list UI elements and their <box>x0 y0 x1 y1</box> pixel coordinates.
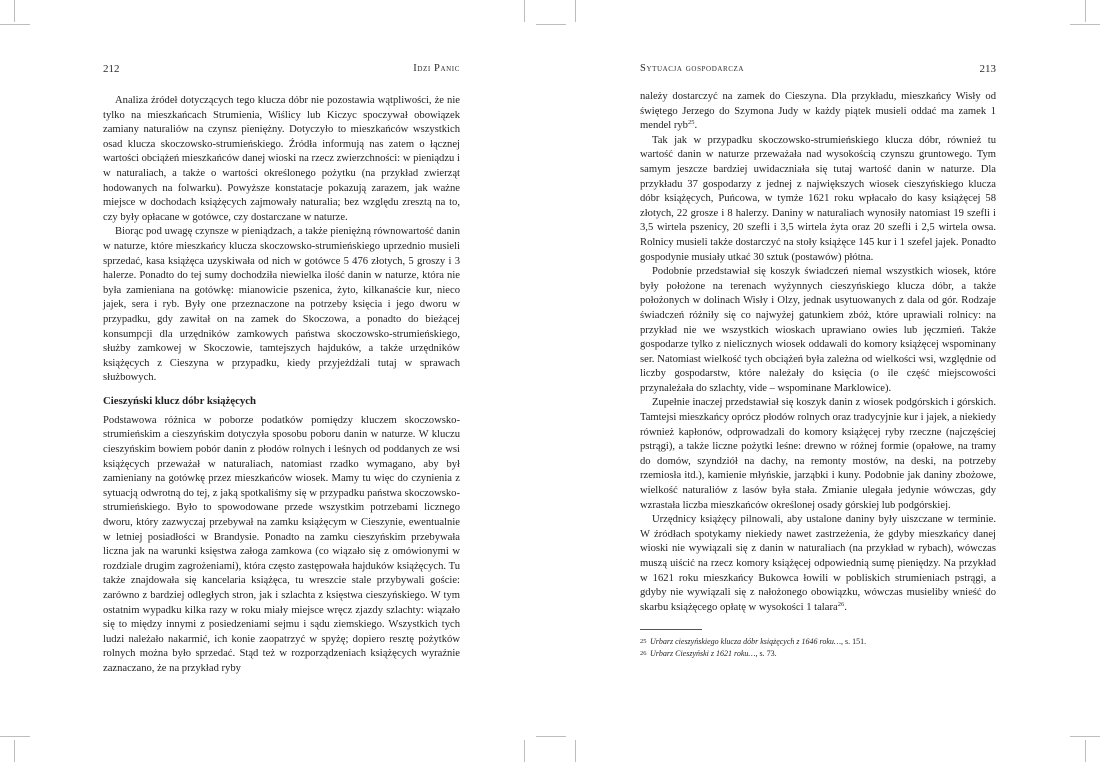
crop-mark <box>14 0 15 22</box>
footnote <box>640 648 996 660</box>
paragraph-end: . <box>844 601 847 613</box>
footnote-number: 26 <box>640 650 647 658</box>
paragraph <box>640 513 996 615</box>
footnote-number: 25 <box>640 638 647 646</box>
running-title: Idzi Panic <box>413 63 460 74</box>
footnote-source-title: Urbarz Cieszyński z 1621 roku… <box>650 649 756 659</box>
running-head <box>103 60 460 78</box>
paragraph: Tak jak w przypadku skoczowsko-strumieńskiego klucza dóbr, również tu wartość danin w naturze przeważała nad wysokością czynszu gruntowego. Tym samym jeszcze bardziej uwidaczniała się tutaj wartość danin w naturze. Dla przykładu 37 gospodarzy z jednej z największych wiosek cieszyńskiego klucza dóbr książęcych, Puńcowa, w tymże 1621 roku wpłacało do kasy książęcej 58 złotych, 22 grosze i 8 halerzy. Daniny w naturaliach wynosiły natomiast 19 szefli i 3,5 wirtela pszenicy, 20 szefli i 3,5 wirtela żyta oraz 20 szefli i 2,5 wirtela owsa. Rolnicy musieli także dostarczyć na stoły książęce 145 kur i 1 szefel jajek. Ponadto gospodynie musiały utkać 30 sztuk (postawów) płótna. <box>640 134 996 263</box>
footnote-page-ref: , s. 151. <box>841 637 867 647</box>
paragraph: Biorąc pod uwagę czynsze w pieniądzach, a także pieniężną równowartość danin w naturze, które mieszkańcy klucza skoczowsko-strumieńskiego uprzednio musieli sprzedać, kasa książęca uzyskiwała od nich w gotówce 5 476 złotych, 5 groszy i 3 halerze. Ponadto do tej sumy dochodziła niewielka ilość danin w naturze, która nie była zamieniana na gotówkę: mianowicie pszenica, żyto, kilkanaście kur, nieco jajek, sera i ryb. Były one przeznaczone na potrzeby księcia i jego dworu w przypadku, gdy zawitał on na zamek do Skoczowa, a ponadto do bieżącej konsumpcji dla urzędników zamkowych państwa skoczowsko-strumieńskiego, służby zamkowej w Skoczowie, tamtejszych hajduków, a także urzędników książęcych z Cieszyna w przypadku, kiedy przyjeżdżali tutaj w sprawach służbowych. <box>103 226 460 384</box>
crop-mark <box>14 740 15 762</box>
paragraph-text: Urzędnicy książęcy pilnowali, aby ustalone daniny były uiszczane w terminie. W źródłach spotykamy niekiedy nawet zastrzeżenia, że gdyby mieszkańcy danej wioski nie wywiązali się z danin w naturaliach (na przykład w rybach), wówczas muszą uiścić na rzecz komory książęcej odpowiednią sumę pieniędzy. Na przykład w 1621 roku mieszkańcy Bukowca łowili w pobliskich strumieniach pstrągi, a gdyby nie wywiązali się z nałożonego obowiązku, wówczas musieliby wnieść do skarbu książęcego opłatę w wysokości 1 talara <box>640 514 996 613</box>
footnote-ref[interactable]: 25 <box>687 119 695 127</box>
page-number: 213 <box>979 63 996 75</box>
crop-mark <box>0 24 30 25</box>
footnote-page-ref: , s. 73. <box>755 649 777 659</box>
footnotes <box>640 636 996 660</box>
left-page <box>103 60 460 677</box>
body-text <box>103 94 460 677</box>
footnote-ref[interactable]: 26 <box>837 600 845 608</box>
crop-mark <box>1085 740 1086 762</box>
footnote-divider <box>640 629 702 630</box>
crop-mark <box>0 736 30 737</box>
crop-mark <box>536 736 566 737</box>
paragraph <box>640 90 996 134</box>
running-title: Sytuacja gospodarcza <box>640 63 745 74</box>
paragraph-end: . <box>694 120 698 132</box>
section-heading: Cieszyński klucz dóbr książęcych <box>103 394 257 407</box>
crop-mark <box>524 740 525 762</box>
crop-mark <box>575 740 576 762</box>
footnote <box>640 636 996 648</box>
crop-mark <box>575 0 576 22</box>
running-head <box>640 60 996 78</box>
crop-mark <box>1085 0 1086 22</box>
crop-mark <box>524 0 525 22</box>
paragraph: Zupełnie inaczej przedstawiał się koszyk danin z wiosek podgórskich i górskich. Tamtejsi mieszkańcy oprócz płodów rolnych oraz tradycyjnie kur i jajek, a niekiedy również kapłonów, odprowadzali do komory książęcej ryby rzeczne (najczęściej pstrągi), a także liczne pożytki leśne: drewno w różnej formie (opałowe, na tramy do domów, szyndziół na dachy, na remonty mostów, na deski, na potrzeby rzemiosła itd.), kamienie młyńskie, jarząbki i kuny. Podobnie jak daniny zbożowe, wielkość naturaliów z lasów była stała. Zmianie ulegała jedynie wówczas, gdy wzrastała liczba mieszkańców określonej osady górskiej lub podgórskiej. <box>640 397 996 511</box>
right-page <box>640 60 996 660</box>
body-text <box>640 90 996 615</box>
paragraph: Podobnie przedstawiał się koszyk świadczeń niemal wszystkich wiosek, które były położone na terenach wyżynnych cieszyńskiego klucza dóbr, a także położonych w dolinach Wisły i Olzy, jednak usytuowanych z dala od gór. Rodzaje świadczeń różniły się co najwyżej gatunkiem zbóż, które uprawiali rolnicy: na przykład nie we wszystkich wioskach uprawiano owies lub jęczmień. Także gospodarze tylko z nielicznych wiosek oddawali do komory książęcej wspominany ser. Natomiast wielkość tych obciążeń była zależna od wielkości wsi, względnie od liczby gospodarstw, które należały do księcia (o ile część miejscowości przynależała do szlachty, vide – wspominane Marklowice). <box>640 266 996 394</box>
paragraph: Analiza źródeł dotyczących tego klucza dóbr nie pozostawia wątpliwości, że nie tylko na mieszkańcach Strumienia, Wiślicy lub Kiczyc spoczywał obowiązek zamiany naturaliów na czynsz pieniężny. Dotyczyło to mieszkańców wszystkich osad klucza skoczowsko-strumieńskiego. Źródła informują nas zatem o łącznej wartości obciążeń mieszkańców danej wioski na rzecz zwierzchności: w pieniądzu i w naturaliach, a także o wartości określonego pożytku (na przykład zwierząt hodowanych na folwarku). Powyższe konstatacje pokazują zarazem, jak ważne miejsce w dochodach książęcych zajmowały naturalia; bez względu zresztą na to, czy były opłacane w gotówce, czy dostarczane w naturze. <box>103 95 460 223</box>
paragraph: Podstawowa różnica w poborze podatków pomiędzy kluczem skoczowsko-strumieńskim a cieszyńskim dotyczyła sposobu poboru danin w naturze. W kluczu cieszyńskim bowiem pobór danin z płodów rolnych i leśnych od poddanych ze wsi książęcych przeważał w naturaliach, natomiast rzadko wymagano, aby był zamieniany na gotówkę przez mieszkańców wiosek. Mamy tu więc do czynienia z sytuacją odwrotną do tej, z jaką spotkaliśmy się w przypadku państwa skoczowsko-strumieńskiego. Było to spowodowane przede wszystkim potrzebami licznego dworu, który zazwyczaj przebywał na zamku książęcym w Cieszynie, ewentualnie w letniej posiadłości w Brandysie. Ponadto na zamku cieszyńskim przebywała liczna jak na warunki księstwa załoga zamkowa (co wiązało się z omówionymi w rozdziale drugim zagrożeniami), która często zastępowała hajduków książęcych. Tu także znajdowała się kancelaria książęca, tu wreszcie stale przybywali goście: zarówno z bardziej odległych stron, jak i szlachta z księstwa cieszyńskiego. W tym ostatnim wypadku kilka razy w roku miały miejsce wręcz zjazdy szlachty: wiązało się to między innymi z posiedzeniami sejmu i sądu ziemskiego. Wszystkich tych ludzi należało nakarmić, ich konie zaopatrzyć w spyżę; dopiero resztę pożytków rolnych można było sprzedać. Stąd też w rozporządzeniach książęcych wyraźnie zaznaczano, że na przykład ryby <box>103 414 460 674</box>
crop-mark <box>1070 24 1100 25</box>
crop-mark <box>536 24 566 25</box>
crop-mark <box>1070 736 1100 737</box>
footnote-source-title: Urbarz cieszyńskiego klucza dóbr książęcych z 1646 roku… <box>650 637 842 647</box>
paragraph-text: należy dostarczyć na zamek do Cieszyna. Dla przykładu, mieszkańcy Wisły od świętego Jerzego do Szymona Judy w każdy piątek musieli oddać ma zamek 1 mendel ryb <box>640 91 996 132</box>
page-number: 212 <box>103 63 120 75</box>
